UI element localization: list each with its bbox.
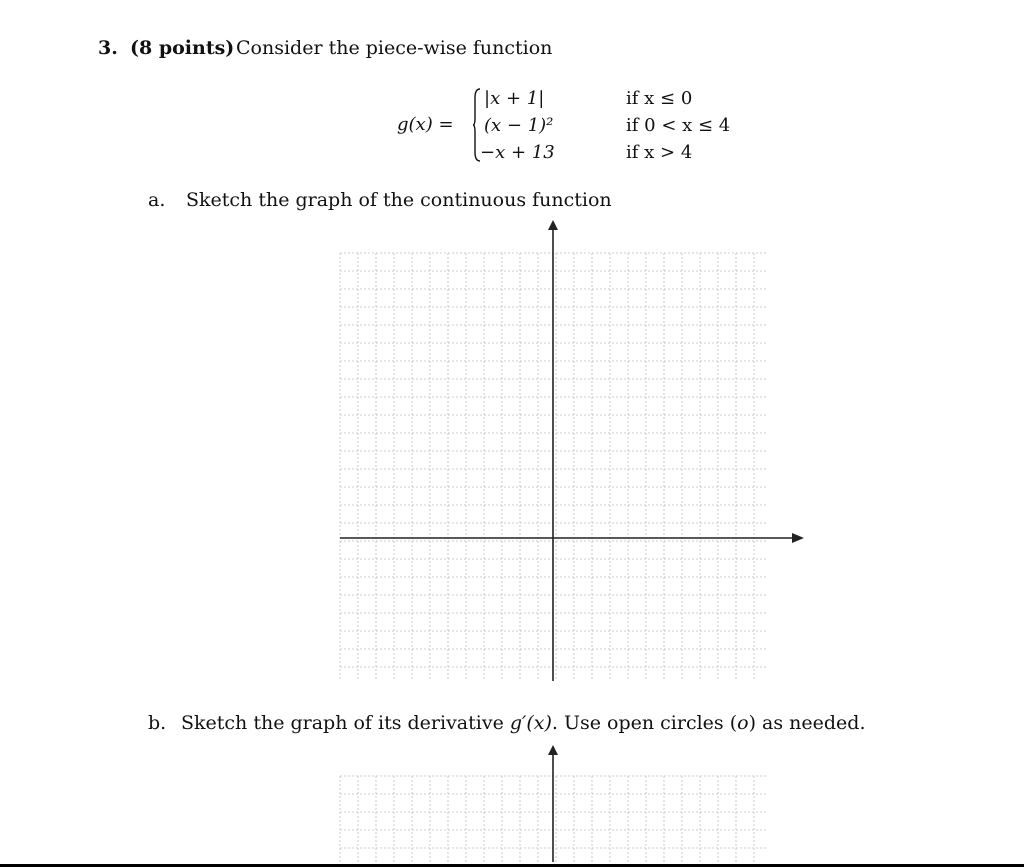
part-b-text-mid: . Use open circles ( <box>551 712 738 734</box>
problem-prompt: Consider the piece-wise function <box>236 37 553 59</box>
y-axis-arrow <box>548 745 558 755</box>
grid-lines <box>340 253 768 681</box>
piece-3-expr: −x + 13 <box>480 142 555 163</box>
y-axis-arrow <box>548 220 558 230</box>
part-b-math: g′(x) <box>509 712 552 734</box>
grid-a[interactable] <box>340 220 804 681</box>
part-b-text <box>181 714 865 733</box>
x-axis-arrow <box>792 533 804 543</box>
grid-b[interactable] <box>340 745 768 862</box>
part-b-label: b. <box>148 712 167 734</box>
piece-2-condition: if 0 < x ≤ 4 <box>626 115 731 136</box>
part-b-text-before: Sketch the graph of its derivative <box>181 712 510 734</box>
page-bottom-rule <box>0 864 1024 867</box>
part-a-label: a. <box>148 189 166 211</box>
function-lhs: g(x) = <box>397 114 454 135</box>
piece-2-expr: (x − 1)² <box>484 115 554 136</box>
problem-number: 3. <box>98 37 118 59</box>
piece-3-condition: if x > 4 <box>626 142 693 163</box>
piece-1-expr: |x + 1| <box>484 88 545 109</box>
grid-lines <box>340 776 768 862</box>
part-b-text-after: ) as needed. <box>748 712 866 734</box>
piece-1-condition: if x ≤ 0 <box>626 88 693 109</box>
part-b-symbol: o <box>737 712 749 734</box>
problem-points: (8 points) <box>130 37 235 59</box>
part-a-text: Sketch the graph of the continuous function <box>186 189 612 211</box>
